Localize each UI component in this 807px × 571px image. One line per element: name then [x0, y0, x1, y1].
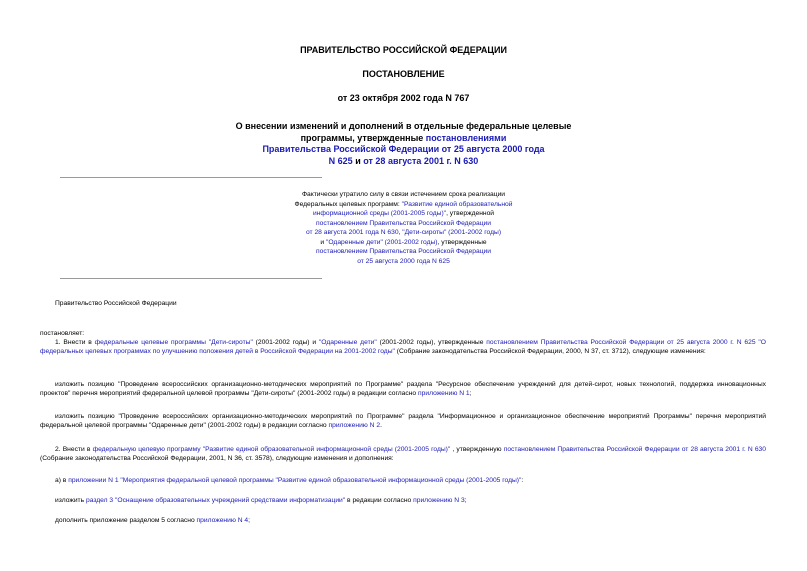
- paragraph-5: а) в приложении N 1 "Мероприятия федеральной целевой программы "Развитие единой образовательной информационной среды (2001-2005 годы)":: [55, 477, 524, 484]
- title-line: N 625 и от 28 августа 2001 г. N 630: [328, 155, 479, 166]
- paragraph-4: 2. Внести в федеральную целевую программу "Развитие единой образовательной информационной среды (2001-2005 годы)" , утвержденную постановлением Правительства Российской Федерации от 28 августа 2001 г. N 630 (Собрание законодательства Российской Федерации, 2001, N 36, ст. 3578), следующие изменения и дополнения:: [40, 446, 766, 463]
- appendix-1-link[interactable]: приложению N 1: [418, 390, 470, 398]
- title-line: О внесении изменений и дополнений в отдельные федеральные целевые: [235, 121, 572, 131]
- programs-link[interactable]: федеральные целевые программы "Дети-сироты": [94, 339, 253, 346]
- decrees-link[interactable]: постановлениями: [425, 132, 507, 143]
- divider-top: [60, 177, 322, 178]
- decree-link[interactable]: постановлением Правительства Российской Федерации от 28 августа 2001 г. N 630: [503, 446, 766, 453]
- government-header: ПРАВИТЕЛЬСТВО РОССИЙСКОЙ ФЕДЕРАЦИИ: [300, 45, 507, 55]
- decree-625-link[interactable]: N 625: [328, 155, 353, 166]
- decree-link[interactable]: постановлением Правительства Российской Федерации: [315, 219, 491, 227]
- measures-link[interactable]: "Мероприятия федеральной целевой программы "Развитие единой образовательной информационной среды (2001-2005 годы)": [120, 477, 522, 484]
- paragraph-2: изложить позицию "Проведение всероссийских организационно-методических мероприятий по Программе" раздела "Ресурсное обеспечение учреждений для детей-сирот, новых технологий, поддержка инновационных проектов" перечня мероприятий федеральной целевой программы "Дети-сироты" (2001-2002 годы) в редакции согласно приложению N 1;: [40, 381, 766, 398]
- paragraph-3: изложить позицию "Проведение всероссийских организационно-методических мероприятий по Программе" раздела "Информационное и организационное обеспечение мероприятий Программы" перечня мероприятий федеральной целевой программы "Одаренные дети" (2001-2002 годы) в редакции согласно приложению N 2.: [40, 413, 766, 430]
- appendix-2-link[interactable]: приложению N 2: [328, 422, 381, 430]
- decree-link[interactable]: Правительства Российской Федерации от 25 августа 2000 года: [262, 144, 545, 154]
- program-link[interactable]: "Одаренные дети" (2001-2002 годы): [325, 238, 438, 246]
- program-link[interactable]: информационной среды (2001-2005 годы)": [312, 210, 447, 217]
- decree-link[interactable]: от 28 августа 2001 года N 630: [305, 229, 399, 236]
- document-type: ПОСТАНОВЛЕНИЕ: [362, 69, 445, 79]
- paragraph-6: изложить раздел 3 "Оснащение образовательных учреждений средствами информатизации" в редакции согласно приложению N 3;: [55, 497, 467, 504]
- decree-link[interactable]: от 25 августа 2000 года N 625: [357, 257, 450, 265]
- title-line: программы, утвержденные постановлениями: [300, 132, 507, 143]
- decrees-word: постановляет:: [40, 330, 85, 337]
- decree-title-link[interactable]: "О федеральных целевых программах по улучшению положения детей в Российской Федерации на 2001-2002 годы": [40, 339, 766, 356]
- program-link[interactable]: "Дети-сироты" (2001-2002 годы): [402, 229, 502, 236]
- divider-bottom: [60, 278, 322, 279]
- document-title: [0, 121, 807, 167]
- decree-link[interactable]: постановлением Правительства Российской Федерации от 25 августа 2000 г. N 625: [486, 339, 756, 346]
- status-note: Фактически утратило силу в связи истечением срока реализации Федеральных целевых программ: "Развитие единой образовательной информационной среды (2001-2005 годы)", утвержденной постановлением Правительства Российской Федерации от 28 августа 2001 года N 630, "Дети-сироты" (2001-2002 годы) и "Одаренные дети" (2001-2002 годы), утвержденные постановлением Правительства Российской Федерации от 25 августа 2000 года N 625: [200, 190, 607, 266]
- issuer-line: Правительство Российской Федерации: [55, 300, 177, 307]
- decree-link[interactable]: постановлением Правительства Российской Федерации: [315, 248, 491, 255]
- section-title-link[interactable]: "Оснащение образовательных учреждений средствами информатизации": [115, 497, 346, 504]
- appendix-4-link[interactable]: приложению N 4: [196, 517, 249, 524]
- decree-630-link[interactable]: от 28 августа 2001 г. N 630: [363, 155, 479, 166]
- program-link[interactable]: "Одаренные дети": [318, 339, 377, 346]
- appendix-3-link[interactable]: приложению N 3: [413, 497, 465, 504]
- appendix-link[interactable]: приложении N 1: [68, 477, 119, 484]
- paragraph-7: дополнить приложение разделом 5 согласно приложению N 4;: [55, 517, 250, 524]
- program-link[interactable]: федеральную целевую программу "Развитие единой образовательной информационной среды (2001-2005 годы)": [92, 446, 451, 453]
- document-date: от 23 октября 2002 года N 767: [337, 93, 470, 103]
- program-link[interactable]: "Развитие единой образовательной: [401, 200, 513, 208]
- paragraph-1: 1. Внести в федеральные целевые программы "Дети-сироты" (2001-2002 годы) и "Одаренные дети" (2001-2002 годы), утвержденные постановлением Правительства Российской Федерации от 25 августа 2000 г. N 625 "О федеральных целевых программах по улучшению положения детей в Российской Федерации на 2001-2002 годы" (Собрание законодательства Российской Федерации, 2000, N 37, ст. 3712), следующие изменения:: [40, 339, 766, 356]
- section-3-link[interactable]: раздел 3: [85, 497, 114, 504]
